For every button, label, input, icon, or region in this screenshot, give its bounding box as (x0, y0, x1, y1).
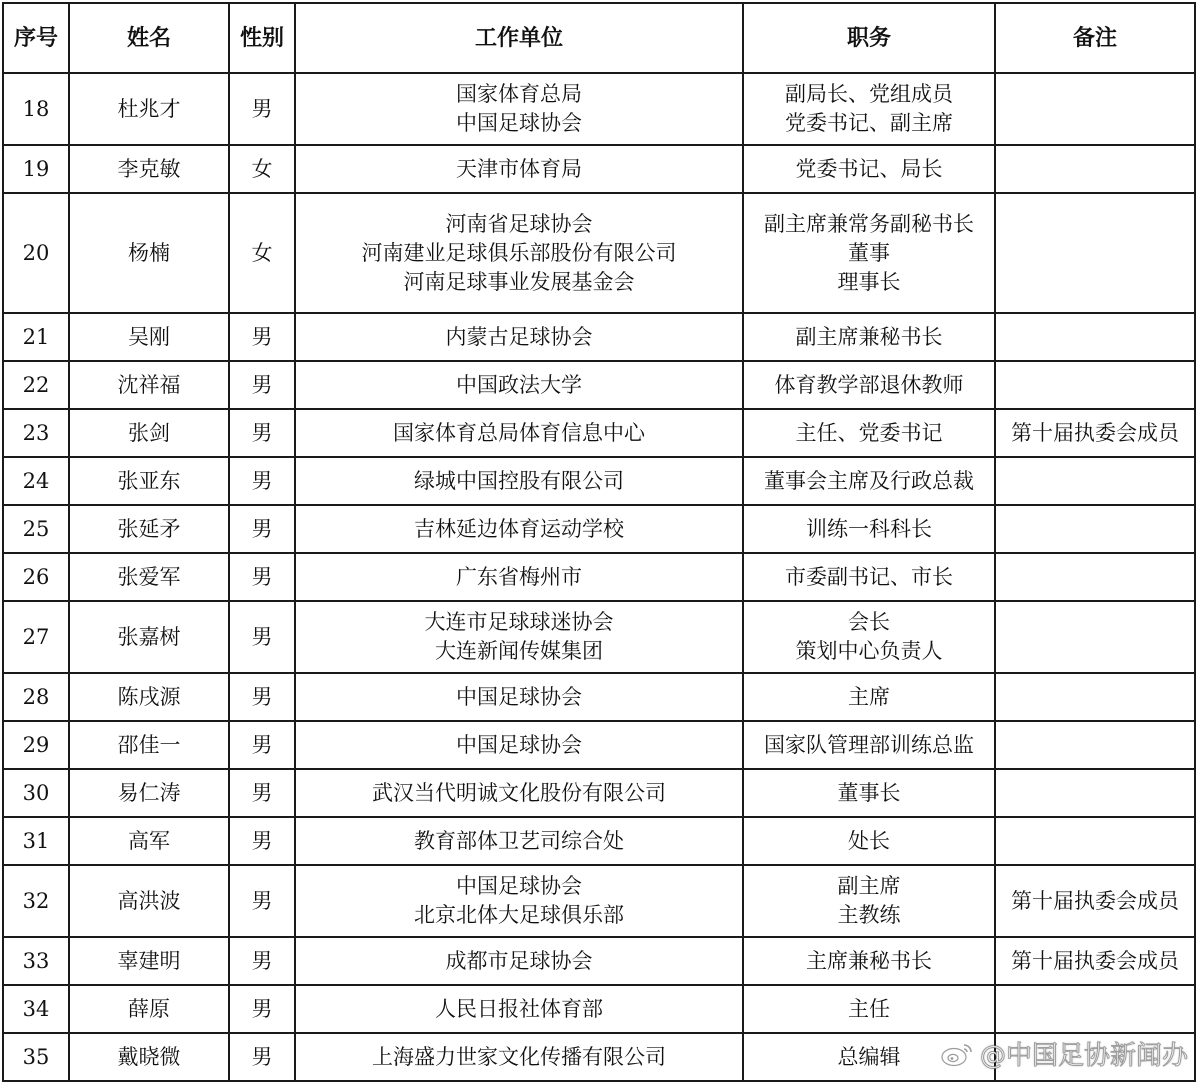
cell-employer-line: 中国足球协会 (456, 111, 582, 135)
cell-index: 29 (3, 721, 69, 769)
cell-remark (995, 553, 1195, 601)
cell-position (743, 1033, 995, 1081)
cell-index: 32 (3, 865, 69, 937)
cell-employer (295, 193, 743, 313)
cell-name: 沈祥福 (69, 361, 229, 409)
cell-employer-line: 人民日报社体育部 (435, 996, 603, 1021)
table-row (3, 505, 1195, 553)
cell-name: 薛原 (69, 985, 229, 1033)
cell-name: 杨楠 (69, 193, 229, 313)
table-body (3, 73, 1195, 1081)
cell-gender: 男 (229, 673, 295, 721)
cell-position (743, 145, 995, 193)
cell-name: 张剑 (69, 409, 229, 457)
cell-position (743, 937, 995, 985)
cell-remark (995, 193, 1195, 313)
cell-position (743, 985, 995, 1033)
cell-remark (995, 505, 1195, 553)
cell-employer-line: 天津市体育局 (456, 156, 582, 181)
cell-index: 35 (3, 1033, 69, 1081)
cell-employer-line: 河南建业足球俱乐部股份有限公司 (361, 240, 677, 265)
cell-position-line: 党委书记、局长 (795, 156, 943, 181)
header-employer: 工作单位 (295, 3, 743, 73)
table-row (3, 817, 1195, 865)
header-remark: 备注 (995, 3, 1195, 73)
cell-name: 易仁涛 (69, 769, 229, 817)
cell-position-line: 处长 (848, 828, 890, 853)
cell-remark: 第十届执委会成员 (995, 865, 1195, 937)
cell-employer-line: 吉林延边体育运动学校 (414, 516, 624, 541)
cell-employer-line: 河南足球事业发展基金会 (403, 269, 635, 294)
cell-position-line: 策划中心负责人 (795, 639, 943, 663)
cell-employer (295, 73, 743, 145)
cell-position-line: 理事长 (837, 269, 901, 294)
cell-name: 张亚东 (69, 457, 229, 505)
cell-index: 21 (3, 313, 69, 361)
table-row (3, 193, 1195, 313)
cell-gender: 女 (229, 193, 295, 313)
table-row (3, 409, 1195, 457)
cell-name: 吴刚 (69, 313, 229, 361)
cell-employer (295, 865, 743, 937)
cell-gender: 男 (229, 937, 295, 985)
cell-name: 李克敏 (69, 145, 229, 193)
cell-index: 18 (3, 73, 69, 145)
cell-name: 张延矛 (69, 505, 229, 553)
cell-remark (995, 73, 1195, 145)
cell-gender: 男 (229, 313, 295, 361)
table-row (3, 985, 1195, 1033)
table-row (3, 457, 1195, 505)
cell-gender: 男 (229, 1033, 295, 1081)
cell-gender: 男 (229, 769, 295, 817)
cell-name: 张爱军 (69, 553, 229, 601)
cell-employer-line: 成都市足球协会 (445, 948, 593, 973)
cell-employer (295, 361, 743, 409)
cell-employer (295, 409, 743, 457)
cell-index: 34 (3, 985, 69, 1033)
cell-employer-line: 河南省足球协会 (445, 211, 593, 236)
cell-remark (995, 985, 1195, 1033)
cell-employer (295, 937, 743, 985)
cell-index: 20 (3, 193, 69, 313)
cell-position-line: 会长 (848, 610, 890, 634)
cell-employer (295, 769, 743, 817)
cell-employer (295, 817, 743, 865)
table-row (3, 1033, 1195, 1081)
cell-employer-line: 大连新闻传媒集团 (435, 639, 603, 663)
cell-employer-line: 教育部体卫艺司综合处 (414, 828, 624, 853)
table-row (3, 361, 1195, 409)
cell-index: 31 (3, 817, 69, 865)
header-gender: 性别 (229, 3, 295, 73)
cell-position (743, 505, 995, 553)
cell-position (743, 193, 995, 313)
cell-employer (295, 457, 743, 505)
cell-remark (995, 769, 1195, 817)
cell-gender: 男 (229, 505, 295, 553)
cell-position (743, 601, 995, 673)
cell-position (743, 673, 995, 721)
cell-name: 陈戌源 (69, 673, 229, 721)
cell-remark: 第十届执委会成员 (995, 937, 1195, 985)
cell-index: 26 (3, 553, 69, 601)
cell-position-line: 董事 (848, 240, 890, 265)
cell-name: 高洪波 (69, 865, 229, 937)
cell-remark (995, 313, 1195, 361)
cell-employer (295, 1033, 743, 1081)
cell-position (743, 769, 995, 817)
cell-index: 23 (3, 409, 69, 457)
table-row (3, 721, 1195, 769)
cell-name: 邵佳一 (69, 721, 229, 769)
cell-employer (295, 313, 743, 361)
cell-position (743, 817, 995, 865)
cell-employer-line: 绿城中国控股有限公司 (414, 468, 624, 493)
cell-gender: 男 (229, 985, 295, 1033)
cell-position (743, 313, 995, 361)
cell-remark (995, 361, 1195, 409)
cell-gender: 男 (229, 721, 295, 769)
watermark-text: @中国足协新闻办 (979, 1041, 1188, 1071)
table-row (3, 601, 1195, 673)
cell-position-line: 主任、党委书记 (795, 420, 943, 445)
cell-position-line: 主任 (848, 996, 890, 1021)
header-index: 序号 (3, 3, 69, 73)
cell-employer-line: 武汉当代明诚文化股份有限公司 (372, 780, 666, 805)
table-row (3, 937, 1195, 985)
cell-index: 27 (3, 601, 69, 673)
cell-position-line: 副主席兼常务副秘书长 (764, 211, 974, 236)
cell-employer-line: 中国政法大学 (456, 372, 582, 397)
cell-employer-line: 北京北体大足球俱乐部 (414, 903, 624, 927)
cell-position-line: 总编辑 (837, 1044, 901, 1069)
cell-name: 杜兆才 (69, 73, 229, 145)
cell-employer (295, 553, 743, 601)
cell-employer-line: 大连市足球球迷协会 (424, 610, 614, 634)
cell-position-line: 主席兼秘书长 (806, 948, 932, 973)
table-row (3, 145, 1195, 193)
cell-name: 辜建明 (69, 937, 229, 985)
cell-gender: 男 (229, 865, 295, 937)
cell-employer (295, 601, 743, 673)
cell-index: 19 (3, 145, 69, 193)
cell-position-line: 市委副书记、市长 (785, 564, 953, 589)
cell-remark (995, 721, 1195, 769)
cell-employer-line: 上海盛力世家文化传播有限公司 (372, 1044, 666, 1069)
cell-gender: 男 (229, 601, 295, 673)
cell-position-line: 训练一科科长 (806, 516, 932, 541)
header-row (3, 3, 1195, 73)
header-position: 职务 (743, 3, 995, 73)
cell-employer-line: 国家体育总局 (456, 82, 582, 106)
cell-position (743, 721, 995, 769)
cell-gender: 男 (229, 457, 295, 505)
cell-name: 张嘉树 (69, 601, 229, 673)
table-row (3, 865, 1195, 937)
committee-member-table (2, 2, 1196, 1082)
cell-index: 28 (3, 673, 69, 721)
cell-position-line: 体育教学部退休教师 (774, 372, 964, 397)
cell-position-line: 主教练 (837, 903, 901, 927)
cell-index: 24 (3, 457, 69, 505)
cell-remark (995, 673, 1195, 721)
cell-position-line: 董事会主席及行政总裁 (764, 468, 974, 493)
cell-position (743, 409, 995, 457)
cell-position (743, 361, 995, 409)
cell-position (743, 73, 995, 145)
cell-index: 25 (3, 505, 69, 553)
cell-employer-line: 中国足球协会 (456, 732, 582, 757)
cell-employer (295, 505, 743, 553)
cell-employer (295, 985, 743, 1033)
table-row (3, 553, 1195, 601)
cell-gender: 女 (229, 145, 295, 193)
table-row (3, 313, 1195, 361)
cell-gender: 男 (229, 553, 295, 601)
cell-employer-line: 中国足球协会 (456, 684, 582, 709)
table-row (3, 769, 1195, 817)
cell-index: 30 (3, 769, 69, 817)
cell-index: 22 (3, 361, 69, 409)
cell-employer-line: 中国足球协会 (456, 874, 582, 898)
cell-remark: 第十届执委会成员 (995, 409, 1195, 457)
cell-position-line: 副主席兼秘书长 (795, 324, 943, 349)
cell-gender: 男 (229, 73, 295, 145)
cell-employer (295, 721, 743, 769)
cell-gender: 男 (229, 817, 295, 865)
cell-employer-line: 国家体育总局体育信息中心 (393, 420, 645, 445)
cell-remark (995, 145, 1195, 193)
cell-name: 戴晓微 (69, 1033, 229, 1081)
header-name: 姓名 (69, 3, 229, 73)
cell-index: 33 (3, 937, 69, 985)
cell-remark (995, 457, 1195, 505)
cell-employer (295, 673, 743, 721)
cell-remark (995, 817, 1195, 865)
table-row (3, 73, 1195, 145)
cell-remark (995, 1033, 1195, 1081)
cell-position-line: 国家队管理部训练总监 (764, 732, 974, 757)
cell-position-line: 董事长 (837, 780, 901, 805)
cell-position (743, 553, 995, 601)
cell-gender: 男 (229, 361, 295, 409)
cell-name: 高军 (69, 817, 229, 865)
cell-employer-line: 内蒙古足球协会 (445, 324, 593, 349)
cell-position-line: 副主席 (837, 874, 901, 898)
table-row (3, 673, 1195, 721)
cell-position-line: 党委书记、副主席 (785, 111, 953, 135)
cell-employer-line: 广东省梅州市 (456, 564, 582, 589)
cell-position (743, 457, 995, 505)
cell-employer (295, 145, 743, 193)
cell-position-line: 副局长、党组成员 (785, 82, 953, 106)
cell-gender: 男 (229, 409, 295, 457)
cell-position-line: 主席 (848, 684, 890, 709)
cell-remark (995, 601, 1195, 673)
cell-position (743, 865, 995, 937)
